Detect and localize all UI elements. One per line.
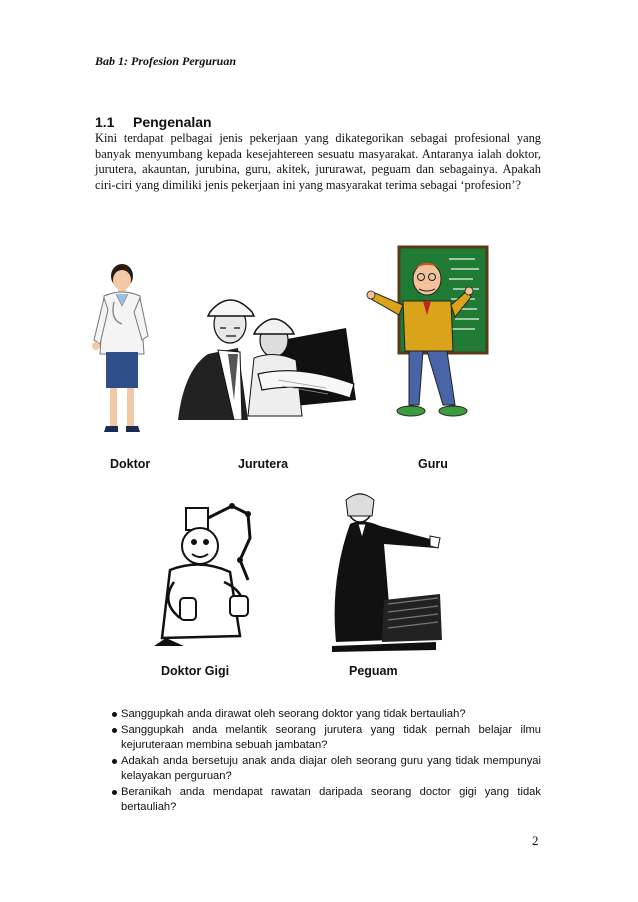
list-item — [95, 723, 541, 753]
list-item — [95, 785, 541, 815]
caption-doktor-gigi: Doktor Gigi — [161, 664, 230, 678]
caption-guru: Guru — [418, 457, 448, 471]
question-text: Beranikah anda mendapat rawatan daripada seorang doctor gigi yang tidak bertauliah? — [121, 786, 541, 813]
intro-paragraph: Kini terdapat pelbagai jenis pekerjaan yang dikategorikan sebagai profesional yang banyak menyumbang kepada kesejahtereen sesuatu masyarakat. Antaranya ialah doktor, jurutera, akauntan, jurubina, guru, akitek, jururawat, peguam dan sebagainya. Apakah ciri-ciri yang dimiliki jenis pekerjaan ini yang masyarakat terima sebagai ‘profesion’? — [95, 131, 541, 192]
list-item — [95, 754, 541, 784]
list-item — [95, 707, 541, 722]
caption-jurutera: Jurutera — [238, 457, 289, 471]
dentist-illustration — [140, 498, 270, 650]
section-number: 1.1 — [95, 114, 115, 130]
teacher-illustration — [365, 245, 490, 425]
caption-peguam: Peguam — [349, 664, 398, 678]
question-text: Adakah anda bersetuju anak anda diajar oleh seorang guru yang tidak mempunyai kelayakan perguruan? — [121, 755, 541, 782]
bullet-icon — [112, 712, 117, 717]
engineers-illustration — [178, 290, 363, 420]
caption-doktor: Doktor — [110, 457, 151, 471]
bullet-icon — [112, 790, 117, 795]
question-text: Sanggupkah anda dirawat oleh seorang doktor yang tidak bertauliah? — [121, 708, 466, 720]
question-text: Sanggupkah anda melantik seorang jurutera yang tidak pernah belajar ilmu kejuruteraan membina sebuah jambatan? — [121, 724, 541, 751]
page-number: 2 — [532, 833, 539, 848]
bullet-icon — [112, 759, 117, 764]
bullet-icon — [112, 728, 117, 733]
doctor-illustration — [88, 262, 156, 440]
section-heading — [95, 114, 212, 130]
section-title: Pengenalan — [133, 114, 212, 130]
running-header: Bab 1: Profesion Perguruan — [95, 54, 237, 68]
question-list — [95, 707, 541, 816]
lawyer-illustration — [322, 490, 442, 652]
